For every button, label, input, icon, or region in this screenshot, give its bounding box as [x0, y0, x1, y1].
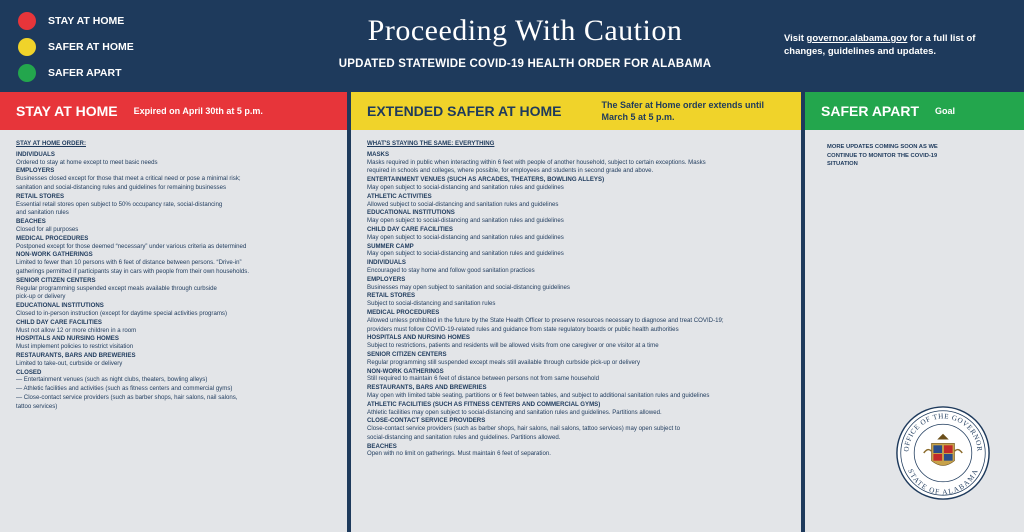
- section-text: Open with no limit on gatherings. Must maintain 6 feet of separation.: [367, 450, 551, 458]
- visit-suffix: for a full list of changes, guidelines and updates.: [784, 33, 976, 57]
- section-heading: EDUCATIONAL INSTITUTIONS: [16, 302, 104, 310]
- section-heading: BEACHES: [367, 442, 397, 450]
- section-text: Businesses closed except for those that meet a critical need or pose a minimal risk;: [16, 175, 241, 183]
- section-text: Limited to take-out, curbside or delivery: [16, 359, 123, 367]
- section-text: May open subject to social-distancing and sanitation rules and guidelines: [367, 250, 564, 258]
- section-heading: INDIVIDUALS: [16, 150, 55, 158]
- section-text: providers must follow COVID-19-related rules and guidance from state regulatory boards or public health authorities: [367, 325, 679, 333]
- visit-note: [784, 32, 1014, 58]
- section-text: Subject to social-distancing and sanitation rules: [367, 300, 496, 308]
- extended-safer-at-home-content: [351, 130, 801, 458]
- section-list: [16, 151, 333, 411]
- stay-at-home-content: [0, 130, 347, 411]
- section-heading: BEACHES: [16, 218, 46, 226]
- section-heading: ATHLETIC ACTIVITIES: [367, 192, 432, 200]
- section-text: Allowed subject to social-distancing and sanitation rules and guidelines: [367, 200, 559, 208]
- section-heading: MEDICAL PROCEDURES: [367, 308, 440, 316]
- stay-at-home-band: [0, 92, 347, 130]
- section-text: gatherings permitted if participants stay in cars with people from their own households.: [16, 267, 250, 275]
- section-heading: ENTERTAINMENT VENUES (SUCH AS ARCADES, THEATERS, BOWLING ALLEYS): [367, 176, 605, 184]
- section-heading: ATHLETIC FACILITIES (SUCH AS FITNESS CENTERS AND COMMERCIAL GYMS): [367, 400, 601, 408]
- section-heading: EMPLOYERS: [367, 275, 406, 283]
- column-note: The Safer at Home order extends until March 5 at 5 p.m.: [601, 100, 765, 122]
- column-title: SAFER APART: [821, 103, 919, 119]
- legend-item-safer-apart: [18, 60, 134, 86]
- section-heading: RETAIL STORES: [16, 192, 65, 200]
- governor-seal-icon: [895, 405, 991, 501]
- section-heading: HOSPITALS AND NURSING HOMES: [16, 335, 119, 343]
- section-text: May open subject to social-distancing and sanitation rules and guidelines: [367, 233, 564, 241]
- section-heading: RETAIL STORES: [367, 292, 416, 300]
- section-text: Athletic facilities may open subject to social-distancing and sanitation rules and guidelines. Partitions allowed.: [367, 408, 662, 416]
- section-text: Regular programming still suspended except meals still available through curbside pick-up or delivery: [367, 358, 640, 366]
- column-title: STAY AT HOME: [16, 103, 118, 119]
- column-note: Expired on April 30th at 5 p.m.: [133, 106, 263, 116]
- legend-item-stay-at-home: [18, 8, 134, 34]
- section-heading: MASKS: [367, 150, 390, 158]
- section-text: Postponed except for those deemed “necessary” under various criteria as determined: [16, 242, 247, 250]
- update-line: MORE UPDATES COMING SOON AS WE: [827, 144, 938, 150]
- section-heading: CHILD DAY CARE FACILITIES: [16, 318, 102, 326]
- section-heading: NON-WORK GATHERINGS: [16, 251, 93, 259]
- section-heading: NON-WORK GATHERINGS: [367, 367, 444, 375]
- section-text: Encouraged to stay home and follow good sanitation practices: [367, 266, 535, 274]
- column-note: Goal: [935, 106, 956, 116]
- section-heading: INDIVIDUALS: [367, 259, 406, 267]
- section-heading: CLOSED: [16, 368, 42, 376]
- section-text: May open subject to social-distancing and sanitation rules and guidelines: [367, 183, 564, 191]
- section-heading: SUMMER CAMP: [367, 242, 414, 250]
- section-text: pick-up or delivery: [16, 293, 66, 301]
- section-text: Businesses may open subject to sanitation and social-distancing guidelines: [367, 283, 570, 291]
- section-text: Subject to restrictions, patients and residents will be allowed visits from one caregiver or one visitor at a time: [367, 342, 659, 350]
- section-text: — Athletic facilities and activities (such as fitness centers and commercial gyms): [16, 385, 233, 393]
- update-line: CONTINUE TO MONITOR THE COVID-19: [827, 152, 938, 159]
- section-heading: EDUCATIONAL INSTITUTIONS: [367, 209, 455, 217]
- section-heading: SENIOR CITIZEN CENTERS: [367, 350, 447, 358]
- header: [0, 0, 1024, 90]
- section-text: Closed to in-person instruction (except for daytime special activities programs): [16, 309, 227, 317]
- legend-item-safer-at-home: [18, 34, 134, 60]
- section-heading: RESTAURANTS, BARS AND BREWERIES: [367, 384, 487, 392]
- safer-apart-band: [805, 92, 1024, 130]
- stay-at-home-column: [0, 92, 347, 532]
- section-text: tattoo services): [16, 402, 58, 410]
- section-intro: STAY AT HOME ORDER:: [16, 140, 86, 147]
- section-text: sanitation and social-distancing rules and guidelines for remaining businesses: [16, 183, 227, 191]
- section-heading: SENIOR CITIZEN CENTERS: [16, 276, 96, 284]
- section-text: Masks required in public when interacting within 6 feet with people of another household, subject to certain exceptions. Masks: [367, 158, 706, 166]
- section-text: required in schools and colleges, where possible, for employees and students in second grade and above.: [367, 167, 654, 175]
- seal-bottom-text: STATE OF ALABAMA: [906, 467, 980, 497]
- section-text: Limited to fewer than 10 persons with 6 feet of distance between persons. “Drive-in”: [16, 259, 242, 267]
- column-title: EXTENDED SAFER AT HOME: [367, 103, 562, 119]
- green-dot-icon: [18, 64, 36, 82]
- legend: [18, 8, 134, 86]
- legend-label: SAFER AT HOME: [48, 41, 134, 53]
- section-text: and sanitation rules: [16, 209, 69, 217]
- section-text: social-distancing and sanitation rules and guidelines. Partitions allowed.: [367, 433, 561, 441]
- section-text: Regular programming suspended except meals available through curbside: [16, 284, 217, 292]
- section-heading: EMPLOYERS: [16, 167, 55, 175]
- section-heading: MEDICAL PROCEDURES: [16, 234, 89, 242]
- governor-website-link[interactable]: governor.alabama.gov: [806, 33, 908, 44]
- update-line: SITUATION: [827, 161, 858, 167]
- section-text: — Entertainment venues (such as night clubs, theaters, bowling alleys): [16, 376, 208, 384]
- section-intro: WHAT'S STAYING THE SAME: EVERYTHING: [367, 140, 495, 147]
- section-heading: CLOSE-CONTACT SERVICE PROVIDERS: [367, 417, 486, 425]
- section-text: Close-contact service providers (such as barber shops, hair salons, nail salons, tattoo services) may open subject to: [367, 425, 680, 433]
- section-text: Must implement policies to restrict visitation: [16, 343, 134, 351]
- section-list: [367, 151, 787, 458]
- section-text: Essential retail stores open subject to 50% occupancy rate, social-distancing: [16, 200, 223, 208]
- section-heading: HOSPITALS AND NURSING HOMES: [367, 334, 470, 342]
- section-text: Still required to maintain 6 feet of distance between persons not from same household: [367, 375, 600, 383]
- page-title: Proceeding With Caution: [367, 14, 683, 47]
- section-text: May open with limited table seating, partitions or 6 feet between tables, and subject to additional sanitation rules and guidelines: [367, 391, 710, 399]
- visit-prefix: Visit: [784, 33, 807, 44]
- section-text: Must not allow 12 or more children in a room: [16, 326, 137, 334]
- safer-apart-content: [805, 130, 1024, 169]
- section-text: May open subject to social-distancing and sanitation rules and guidelines: [367, 217, 564, 225]
- page-subtitle: UPDATED STATEWIDE COVID-19 HEALTH ORDER FOR ALABAMA: [338, 58, 712, 70]
- section-heading: RESTAURANTS, BARS AND BREWERIES: [16, 351, 136, 359]
- extended-safer-at-home-column: [351, 92, 801, 532]
- red-dot-icon: [18, 12, 36, 30]
- legend-label: STAY AT HOME: [48, 15, 125, 27]
- section-text: — Close-contact service providers (such as barber shops, hair salons, nail salons,: [16, 393, 238, 401]
- section-text: Closed for all purposes: [16, 225, 79, 233]
- section-text: Ordered to stay at home except to meet basic needs: [16, 158, 158, 166]
- legend-label: SAFER APART: [48, 67, 122, 79]
- extended-safer-at-home-band: [351, 92, 801, 130]
- section-heading: CHILD DAY CARE FACILITIES: [367, 225, 453, 233]
- seal-top-text: OFFICE OF THE GOVERNOR: [902, 412, 984, 453]
- section-text: Allowed unless prohibited in the future by the State Health Officer to preserve resources necessary to diagnose and treat COVID-19;: [367, 316, 724, 324]
- yellow-dot-icon: [18, 38, 36, 56]
